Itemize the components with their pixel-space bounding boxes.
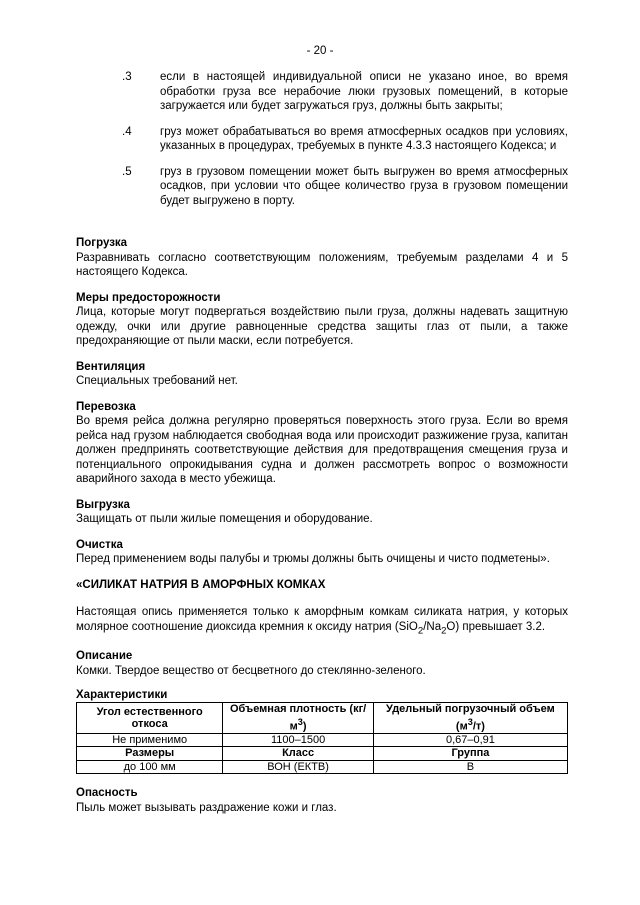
section-hazard [76, 786, 568, 815]
superscript: 3 [467, 716, 473, 727]
table-row [77, 703, 568, 734]
section-text: Пыль может вызывать раздражение кожи и глаз. [76, 801, 337, 814]
table-header-cell [373, 703, 567, 734]
intro-text-part: Настоящая опись применяется только к аморфным комкам силиката натрия, у которых молярное соотношение диоксида кремния к оксиду натрия (SiO [76, 606, 568, 633]
table-header-cell [223, 703, 373, 734]
table-header-cell: Размеры [77, 747, 223, 761]
table-cell: до 100 мм [77, 760, 223, 774]
list-item [76, 70, 568, 114]
section-text: Перед применением воды палубы и трюмы должны быть очищены и чисто подметены». [76, 553, 550, 565]
table-row [77, 733, 568, 747]
table-cell: ВОН (ЕКТВ) [223, 760, 373, 774]
item-number: .4 [122, 125, 132, 138]
superscript: 3 [297, 716, 303, 727]
section-title: Описание [76, 650, 133, 663]
header-text: Удельный погрузочный объем (м [386, 703, 555, 733]
table-row [77, 747, 568, 761]
section-clean-up [76, 538, 568, 567]
table-header-cell: Группа [373, 747, 567, 761]
section-loading [76, 236, 568, 280]
table-cell: Не применимо [77, 733, 223, 747]
table-row [77, 760, 568, 774]
list-item [76, 125, 568, 154]
section-title: Меры предосторожности [76, 291, 221, 304]
section-description [76, 649, 568, 678]
section-title: Опасность [76, 787, 138, 800]
section-text: Специальных требований нет. [76, 375, 238, 387]
item-number: .3 [122, 71, 132, 83]
document-body [76, 236, 568, 826]
intro-text-part: O) превышает 3.2. [446, 620, 546, 633]
intro-text-part: /Na [423, 620, 442, 633]
section-text: Лица, которые могут подвергаться воздействию пыли груза, должны надевать защитную одежду, очки или другие равноценные средства защиты глаз от пыли, а также предохраняющие от пыли маски, если потребуется. [76, 306, 568, 347]
numbered-items [76, 70, 568, 219]
table-cell: В [373, 760, 567, 774]
table-header-cell: Класс [223, 747, 373, 761]
section-title: Перевозка [76, 400, 136, 413]
cargo-title: «СИЛИКАТ НАТРИЯ В АМОРФНЫХ КОМКАХ [76, 578, 326, 591]
section-precautions [76, 291, 568, 349]
page-number: - 20 - [306, 45, 334, 57]
subscript: 2 [441, 624, 447, 636]
section-text: Защищать от пыли жилые помещения и оборудование. [76, 513, 373, 525]
section-text: Во время рейса должна регулярно проверяться поверхность этого груза. Если во время рейса над грузом наблюдается свободная вода или происходит разжижение груза, капитан должен предпринять соответствующие действия для предотвращения смещения груза и потенциального опрокидывания судна и должен рассмотреть вопрос о возможности аварийного захода в место убежища. [76, 415, 568, 485]
section-ventilation [76, 360, 568, 389]
header-text: Объемная плотность (кг/м [229, 703, 367, 733]
section-title: Погрузка [76, 237, 128, 249]
item-text: груз может обрабатываться во время атмосферных осадков при условиях, указанных в процедурах, требуемых в пункте 4.3.3 настоящего Кодекса; и [160, 125, 568, 152]
section-text: Разравнивать согласно соответствующим положениям, требуемым разделами 4 и 5 настоящего Кодекса. [76, 251, 568, 278]
item-number: .5 [122, 165, 132, 178]
section-title: Очистка [76, 538, 123, 551]
characteristics-title: Характеристики [76, 689, 168, 702]
section-text: Комки. Твердое вещество от бесцветного до стеклянно-зеленого. [76, 664, 426, 677]
section-title: Вентиляция [76, 360, 146, 373]
cargo-intro [76, 605, 568, 638]
characteristics-table [76, 702, 568, 774]
table-cell: 0,67–0,91 [373, 733, 567, 747]
section-title: Выгрузка [76, 498, 130, 511]
table-cell: 1100–1500 [223, 733, 373, 747]
header-text: ) [302, 720, 307, 733]
section-carriage [76, 400, 568, 487]
header-text: /т) [472, 720, 485, 733]
table-header-cell: Угол естественного откоса [77, 703, 223, 734]
item-text: груз в грузовом помещении может быть выгружен во время атмосферных осадков, при условии что общее количество груза в грузовом помещении будет выгружено в порту. [160, 165, 568, 207]
item-text: если в настоящей индивидуальной описи не указано иное, во время обработки груза все нерабочие люки грузовых помещений, в которые загружается или будет загружаться груз, должны быть закрыты; [160, 71, 568, 112]
section-discharge [76, 498, 568, 527]
list-item [76, 165, 568, 209]
subscript: 2 [417, 624, 424, 636]
